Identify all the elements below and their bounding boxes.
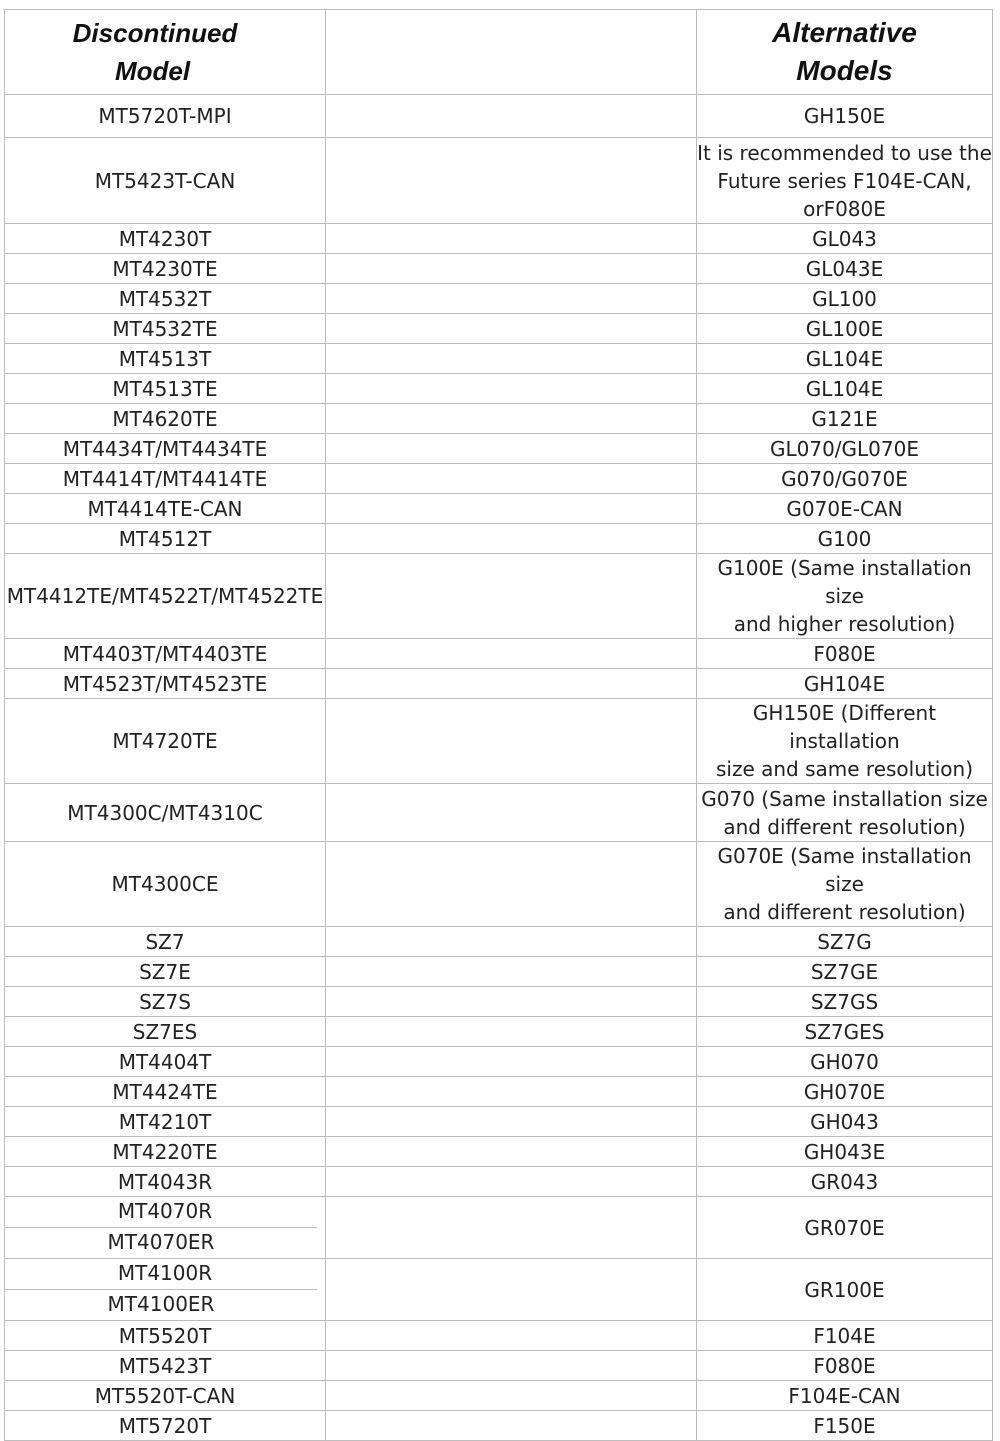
- alternative-model-cell: [697, 344, 993, 374]
- alternative-model-line: GH043: [810, 1109, 879, 1134]
- alternative-model-line: orF080E: [803, 196, 886, 221]
- discontinued-model-cell: [5, 1197, 326, 1259]
- header-alternative-line2: Models: [796, 55, 893, 86]
- alternative-model-line: and higher resolution): [733, 612, 956, 636]
- alternative-model-line: GL043: [812, 226, 877, 251]
- middle-cell: [326, 1017, 697, 1047]
- middle-cell: [326, 524, 697, 554]
- alternative-model-cell: [697, 138, 993, 224]
- alternative-model-cell: [697, 1351, 993, 1381]
- alternative-model-line: GH070E: [803, 1079, 886, 1104]
- discontinued-model-name: MT4230T: [118, 226, 212, 251]
- middle-cell: [326, 1167, 697, 1197]
- table-row: [5, 1077, 993, 1107]
- discontinued-model-name: MT4070ER: [5, 1227, 317, 1258]
- alternative-model-line: G100E (Same installation size: [717, 556, 972, 608]
- alternative-model-line: It is recommended to use the: [697, 140, 992, 165]
- discontinued-model-name: MT4403T/MT4403TE: [62, 641, 268, 666]
- discontinued-model-name: MT4404T: [118, 1049, 212, 1074]
- discontinued-model-cell: [5, 314, 326, 344]
- discontinued-model-name: MT4100ER: [5, 1289, 317, 1320]
- discontinued-model-cell: [5, 669, 326, 699]
- discontinued-model-name: MT4620TE: [112, 406, 218, 431]
- table-row: [5, 434, 993, 464]
- table-row: [5, 224, 993, 254]
- middle-cell: [326, 1107, 697, 1137]
- discontinued-model-name: MT4300C/MT4310C: [67, 800, 263, 825]
- table-row: [5, 524, 993, 554]
- alternative-model-cell: [697, 404, 993, 434]
- discontinued-model-cell: [5, 284, 326, 314]
- table-row: [5, 374, 993, 404]
- middle-cell: [326, 1137, 697, 1167]
- alternative-model-line: F104E-CAN: [788, 1383, 901, 1408]
- discontinued-model-cell: [5, 524, 326, 554]
- discontinued-model-cell: [5, 699, 326, 784]
- header-row: [5, 10, 993, 95]
- alternative-model-line: GH150E: [803, 104, 886, 128]
- discontinued-model-cell: [5, 639, 326, 669]
- discontinued-model-name: MT5720T-MPI: [98, 104, 232, 128]
- discontinued-model-cell: [5, 374, 326, 404]
- middle-cell: [326, 987, 697, 1017]
- middle-cell: [326, 95, 697, 138]
- discontinued-model-cell: [5, 254, 326, 284]
- discontinued-model-cell: [5, 927, 326, 957]
- discontinued-model-name: SZ7: [145, 929, 185, 954]
- alternative-model-line: GR070E: [804, 1215, 885, 1240]
- table-body: [5, 10, 993, 1441]
- alternative-model-line: GH043E: [803, 1139, 886, 1164]
- alternative-model-line: Future series F104E-CAN,: [717, 168, 972, 193]
- discontinued-model-name: MT4414TE-CAN: [87, 496, 243, 521]
- middle-cell: [326, 344, 697, 374]
- discontinued-model-cell: [5, 95, 326, 138]
- discontinued-model-cell: [5, 1167, 326, 1197]
- alternative-model-cell: [697, 1197, 993, 1259]
- discontinued-model-cell: [5, 344, 326, 374]
- discontinued-model-name: MT5423T: [118, 1353, 212, 1378]
- discontinued-model-name: MT4230TE: [112, 256, 218, 281]
- middle-cell: [326, 1411, 697, 1441]
- middle-cell: [326, 699, 697, 784]
- table-row: [5, 1351, 993, 1381]
- discontinued-model-name: MT4513T: [118, 346, 212, 371]
- alternative-model-cell: [697, 957, 993, 987]
- table-row: [5, 1411, 993, 1441]
- alternative-model-cell: [697, 254, 993, 284]
- middle-cell: [326, 494, 697, 524]
- alternative-model-line: GL043E: [805, 256, 884, 281]
- alternative-model-line: and different resolution): [723, 900, 966, 924]
- discontinued-model-name: MT4412TE/MT4522T/MT4522TE: [6, 584, 324, 608]
- alternative-model-line: GL100E: [805, 316, 884, 341]
- middle-cell: [326, 284, 697, 314]
- table-row: [5, 464, 993, 494]
- discontinued-model-name: MT4424TE: [112, 1079, 218, 1104]
- discontinued-model-cell: [5, 464, 326, 494]
- table-row: [5, 1017, 993, 1047]
- discontinued-model-name: MT4414T/MT4414TE: [62, 466, 268, 491]
- discontinued-model-cell: [5, 404, 326, 434]
- table-row: [5, 1381, 993, 1411]
- alternative-model-cell: [697, 434, 993, 464]
- middle-cell: [326, 1321, 697, 1351]
- middle-cell: [326, 842, 697, 927]
- alternative-model-cell: [697, 1047, 993, 1077]
- alternative-model-cell: [697, 1321, 993, 1351]
- table-row: [5, 669, 993, 699]
- discontinued-model-name: MT4532TE: [112, 316, 218, 341]
- alternative-model-cell: [697, 284, 993, 314]
- model-replacement-table: [4, 9, 993, 1441]
- discontinued-model-cell: [5, 434, 326, 464]
- middle-cell: [326, 1077, 697, 1107]
- discontinued-model-name: MT4070R: [117, 1199, 213, 1223]
- alternative-model-line: GH070: [810, 1049, 879, 1074]
- middle-cell: [326, 639, 697, 669]
- alternative-model-line: GL070/GL070E: [769, 436, 919, 461]
- discontinued-model-cell: [5, 784, 326, 842]
- alternative-model-cell: [697, 1259, 993, 1321]
- discontinued-model-cell: [5, 1351, 326, 1381]
- table-row: [5, 1137, 993, 1167]
- discontinued-model-cell: [5, 1321, 326, 1351]
- alternative-model-cell: [697, 639, 993, 669]
- table-row: [5, 138, 993, 224]
- table-row: [5, 1259, 993, 1321]
- discontinued-model-name: MT4210T: [118, 1109, 212, 1134]
- discontinued-model-name: MT5720T: [118, 1413, 212, 1438]
- alternative-model-cell: [697, 1381, 993, 1411]
- alternative-model-cell: [697, 1411, 993, 1441]
- middle-cell: [326, 434, 697, 464]
- alternative-model-cell: [697, 842, 993, 927]
- table-row: [5, 494, 993, 524]
- header-middle: [326, 10, 697, 95]
- table-row: [5, 404, 993, 434]
- table-row: [5, 927, 993, 957]
- discontinued-model-name: MT4300CE: [111, 872, 219, 896]
- discontinued-model-name: MT4513TE: [112, 376, 218, 401]
- discontinued-model-name: SZ7S: [139, 989, 191, 1014]
- header-alternative-models: [697, 10, 993, 95]
- alternative-model-line: SZ7G: [817, 929, 872, 954]
- header-discontinued-line1: Discontinued: [72, 18, 238, 48]
- alternative-model-line: F080E: [813, 1353, 876, 1378]
- table-row: [5, 699, 993, 784]
- discontinued-model-name: MT4220TE: [112, 1139, 218, 1164]
- discontinued-model-cell: [5, 224, 326, 254]
- alternative-model-line: GR043: [810, 1169, 879, 1194]
- middle-cell: [326, 374, 697, 404]
- discontinued-model-cell: [5, 1259, 326, 1321]
- alternative-model-cell: [697, 987, 993, 1017]
- middle-cell: [326, 1381, 697, 1411]
- discontinued-model-cell: [5, 842, 326, 927]
- table-row: [5, 1321, 993, 1351]
- middle-cell: [326, 554, 697, 639]
- middle-cell: [326, 669, 697, 699]
- discontinued-model-cell: [5, 1017, 326, 1047]
- table-row: [5, 1167, 993, 1197]
- alternative-model-line: GL104E: [805, 376, 884, 401]
- alternative-model-cell: [697, 374, 993, 404]
- table-row: [5, 95, 993, 138]
- discontinued-model-name: MT4532T: [118, 286, 212, 311]
- discontinued-model-cell: [5, 1137, 326, 1167]
- discontinued-model-cell: [5, 1047, 326, 1077]
- alternative-model-cell: [697, 1137, 993, 1167]
- alternative-model-cell: [697, 494, 993, 524]
- table-row: [5, 842, 993, 927]
- middle-cell: [326, 1259, 697, 1321]
- alternative-model-line: SZ7GES: [804, 1019, 885, 1044]
- table-row: [5, 554, 993, 639]
- alternative-model-line: GH150E (Different installation: [752, 701, 937, 753]
- alternative-model-line: GH104E: [803, 671, 886, 696]
- alternative-model-line: G100: [817, 526, 872, 551]
- table-row: [5, 1047, 993, 1077]
- alternative-model-cell: [697, 927, 993, 957]
- middle-cell: [326, 927, 697, 957]
- alternative-model-cell: [697, 1017, 993, 1047]
- alternative-model-cell: [697, 669, 993, 699]
- alternative-model-cell: [697, 554, 993, 639]
- middle-cell: [326, 1197, 697, 1259]
- table-row: [5, 987, 993, 1017]
- alternative-model-line: GR100E: [804, 1277, 885, 1302]
- discontinued-model-name: MT4043R: [117, 1169, 213, 1194]
- alternative-model-cell: [697, 699, 993, 784]
- alternative-model-line: F080E: [813, 641, 876, 666]
- middle-cell: [326, 224, 697, 254]
- alternative-model-cell: [697, 1167, 993, 1197]
- middle-cell: [326, 1351, 697, 1381]
- discontinued-model-name: MT4523T/MT4523TE: [62, 671, 268, 696]
- middle-cell: [326, 1047, 697, 1077]
- table-row: [5, 284, 993, 314]
- table-row: [5, 957, 993, 987]
- alternative-model-line: G070E-CAN: [786, 496, 903, 521]
- discontinued-model-cell: [5, 1107, 326, 1137]
- alternative-model-line: G121E: [811, 406, 878, 431]
- header-discontinued-line2: Model: [114, 56, 191, 86]
- alternative-model-line: F104E: [813, 1323, 876, 1348]
- discontinued-model-name: MT4720TE: [112, 729, 218, 753]
- discontinued-model-cell: [5, 1411, 326, 1441]
- discontinued-model-name: MT4512T: [118, 526, 212, 551]
- header-discontinued-model: [5, 10, 326, 95]
- discontinued-model-name: MT5520T-CAN: [94, 1383, 236, 1408]
- discontinued-model-cell: [5, 494, 326, 524]
- alternative-model-line: SZ7GS: [810, 989, 879, 1014]
- alternative-model-line: GL100: [812, 286, 877, 311]
- alternative-model-cell: [697, 784, 993, 842]
- alternative-model-line: and different resolution): [723, 814, 966, 839]
- middle-cell: [326, 254, 697, 284]
- alternative-model-cell: [697, 1077, 993, 1107]
- alternative-model-line: SZ7GE: [810, 959, 879, 984]
- middle-cell: [326, 784, 697, 842]
- discontinued-model-cell: [5, 1077, 326, 1107]
- discontinued-model-name: MT4100R: [117, 1261, 213, 1285]
- alternative-model-cell: [697, 95, 993, 138]
- alternative-model-cell: [697, 524, 993, 554]
- middle-cell: [326, 464, 697, 494]
- alternative-model-cell: [697, 464, 993, 494]
- table-row: [5, 784, 993, 842]
- discontinued-model-cell: [5, 987, 326, 1017]
- discontinued-model-name: MT5520T: [118, 1323, 212, 1348]
- alternative-model-line: G070E (Same installation size: [717, 844, 972, 896]
- alternative-model-line: size and same resolution): [715, 757, 974, 781]
- middle-cell: [326, 138, 697, 224]
- discontinued-model-cell: [5, 554, 326, 639]
- discontinued-model-cell: [5, 957, 326, 987]
- table-row: [5, 1197, 993, 1259]
- alternative-model-line: G070 (Same installation size: [701, 786, 988, 811]
- header-alternative-line1: Alternative: [772, 17, 917, 48]
- discontinued-model-name: MT5423T-CAN: [94, 168, 236, 193]
- discontinued-model-cell: [5, 1381, 326, 1411]
- discontinued-model-name: MT4434T/MT4434TE: [62, 436, 268, 461]
- middle-cell: [326, 404, 697, 434]
- discontinued-model-name: SZ7ES: [132, 1019, 198, 1044]
- alternative-model-cell: [697, 314, 993, 344]
- alternative-model-line: F150E: [813, 1413, 876, 1438]
- table-row: [5, 254, 993, 284]
- alternative-model-line: GL104E: [805, 346, 884, 371]
- middle-cell: [326, 957, 697, 987]
- alternative-model-cell: [697, 1107, 993, 1137]
- table-row: [5, 1107, 993, 1137]
- table-row: [5, 639, 993, 669]
- table-row: [5, 344, 993, 374]
- middle-cell: [326, 314, 697, 344]
- alternative-model-line: G070/G070E: [781, 466, 908, 491]
- discontinued-model-name: SZ7E: [139, 959, 191, 984]
- alternative-model-cell: [697, 224, 993, 254]
- discontinued-model-cell: [5, 138, 326, 224]
- table-row: [5, 314, 993, 344]
